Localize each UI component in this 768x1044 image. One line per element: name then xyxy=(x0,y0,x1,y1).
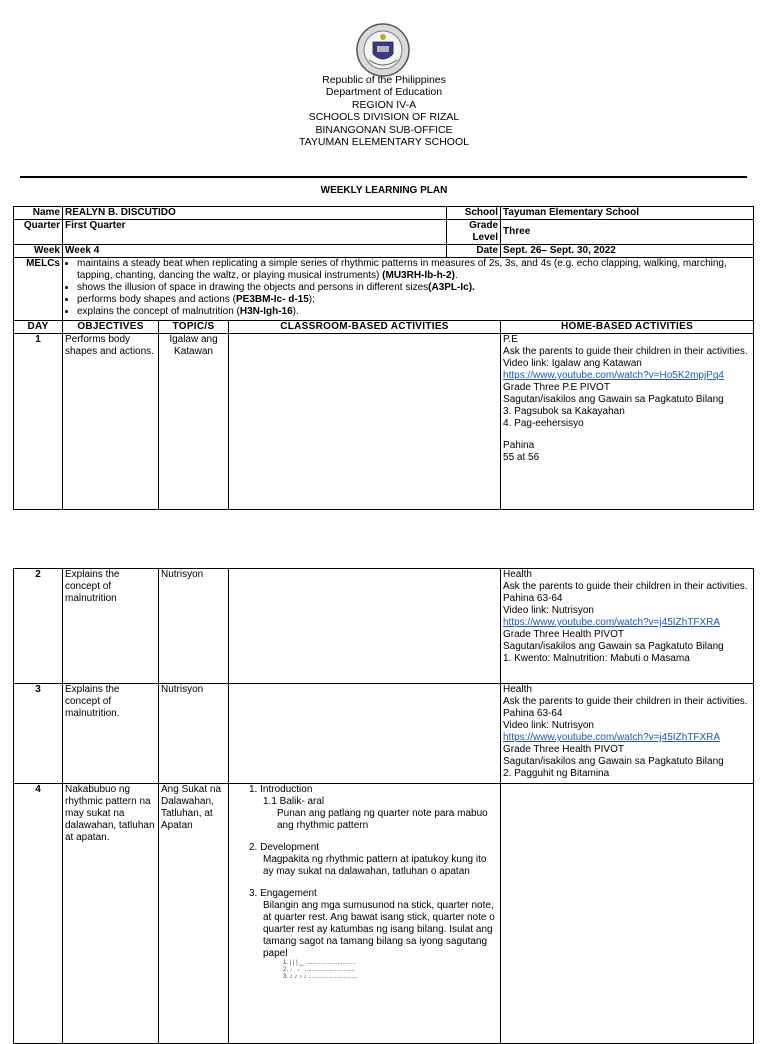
day-number: 2 xyxy=(14,569,63,684)
header-line: BINANGONAN SUB-OFFICE xyxy=(315,123,453,136)
column-header-row xyxy=(14,321,754,334)
col-topics: TOPIC/S xyxy=(159,321,229,334)
melcs-row xyxy=(14,258,754,321)
notation-line: 3. ♪ ♪ ♪ ♪ .............................. xyxy=(283,974,359,980)
day-2-row xyxy=(14,569,754,684)
school-name: Tayuman Elementary School xyxy=(501,207,754,220)
quarter-label: Quarter xyxy=(14,220,63,245)
name-row xyxy=(14,207,754,220)
school-label: School xyxy=(447,207,501,220)
melcs-label: MELCs xyxy=(14,258,63,321)
melc-item: • performs body shapes and actions (PE3BM-Ic- d-15); xyxy=(77,294,751,306)
day-number: 1 xyxy=(14,334,63,510)
objective-text: Explains the concept of malnutrition. xyxy=(63,684,159,784)
objective-text: Performs body shapes and actions. xyxy=(63,334,159,510)
header-line: REGION IV-A xyxy=(351,98,417,111)
objective-text: Explains the concept of malnutrition xyxy=(63,569,159,684)
header-divider xyxy=(20,176,747,178)
home-activities: Health Ask the parents to guide their children in their activities. Pahina 63-64 Video link: Nutrisyon https://www.youtube.com/watch?v=j45IZhTFXRA Grade Three Health PIVOT Sagutan/isakilos ang Gawain sa Pagkatuto Bilang 1. Kwento: Malnutrition: Mabuti o Masama xyxy=(501,569,754,684)
col-day: DAY xyxy=(14,321,63,334)
day-4-row xyxy=(14,784,754,1044)
day-3-row xyxy=(14,684,754,784)
classroom-activities xyxy=(229,334,501,510)
header-line: TAYUMAN ELEMENTARY SCHOOL xyxy=(299,136,469,149)
col-home: HOME-BASED ACTIVITIES xyxy=(501,321,754,334)
header-line: SCHOOLS DIVISION OF RIZAL xyxy=(308,111,460,124)
home-activities: Health Ask the parents to guide their children in their activities. Pahina 63-64 Video link: Nutrisyon https://www.youtube.com/watch?v=j45IZhTFXRA Grade Three Health PIVOT Sagutan/isakilos ang Gawain sa Pagkatuto Bilang 2. Pagguhit ng Bitamina xyxy=(501,684,754,784)
topic-text: Igalaw ang Katawan xyxy=(159,334,229,510)
grade-label: Grade Level xyxy=(447,220,501,245)
home-activities: P.E Ask the parents to guide their children in their activities. Video link: Igalaw ang Katawan https://www.youtube.com/watch?v=Ho5K2mpjPq4 Grade Three P.E PIVOT Sagutan/isakilos ang Gawain sa Pagkatuto Bilang 3. Pagsubok sa Kakayahan 4. Pag-eehersisyo Pahina 55 at 56 xyxy=(501,334,754,510)
name-label: Name xyxy=(14,207,63,220)
video-link[interactable]: https://www.youtube.com/watch?v=j45IZhTFXRA xyxy=(503,732,721,743)
plan-title: WEEKLY LEARNING PLAN xyxy=(320,185,448,196)
col-objectives: OBJECTIVES xyxy=(63,321,159,334)
topic-text: Nutrisyon xyxy=(159,569,229,684)
classroom-activities xyxy=(229,684,501,784)
melcs-list-cell xyxy=(63,258,754,321)
objective-text: Nakabubuo ng rhythmic pattern na may sukat na dalawahan, tatluhan at apatan. xyxy=(63,784,159,1044)
day-number: 4 xyxy=(14,784,63,1044)
plan-table-top xyxy=(13,206,754,510)
day-1-row xyxy=(14,334,754,510)
col-classroom: CLASSROOM-BASED ACTIVITIES xyxy=(229,321,501,334)
day-number: 3 xyxy=(14,684,63,784)
quarter-row xyxy=(14,220,754,245)
letterhead xyxy=(0,74,768,148)
date-value: Sept. 26– Sept. 30, 2022 xyxy=(501,245,754,258)
notation-line: 2. ♩ ♩ .............................. xyxy=(283,967,356,973)
video-link[interactable]: https://www.youtube.com/watch?v=Ho5K2mpjPq4 xyxy=(503,370,724,381)
date-label: Date xyxy=(447,245,501,258)
melc-item: • shows the illusion of space in drawing the objects and persons in different sizes(A3PL-Ic). xyxy=(77,282,751,294)
grade-value: Three xyxy=(501,220,754,245)
plan-table-bottom xyxy=(13,568,754,1044)
week-label: Week xyxy=(14,245,63,258)
home-activities xyxy=(501,784,754,1044)
week-row xyxy=(14,245,754,258)
video-link[interactable]: https://www.youtube.com/watch?v=j45IZhTFXRA xyxy=(503,617,721,628)
deped-seal-icon xyxy=(355,22,411,78)
notation-line: 1. | | | ‿ .............................. xyxy=(283,960,356,966)
classroom-activities xyxy=(229,569,501,684)
header-line: Republic of the Philippines xyxy=(322,74,446,86)
melc-item: • explains the concept of malnutrition (H3N-Igh-16). xyxy=(77,306,751,318)
melcs-list xyxy=(65,258,751,318)
classroom-activities: 1. Introduction 1.1 Balik- aral Punan ang patlang ng quarter note para mabuo ang rhythmic pattern 2. Development Magpakita ng rhythmic pattern at ipatukoy kung ito ay may sukat na dalawahan, tatluhan o apatan 3. Engagement Bilangin ang mga sumusunod na stick, quarter note, at quarter rest. Ang bawat isang stick, quarter note o quarter rest ay katumbas ng isang bilang. Isulat ang tamang sagot na tamang bilang sa iyong sagutang papel 1. | | | ‿ .............................. 2. ♩ ♩ .............................. 3. ♪ ♪ ♪ ♪ .............................. xyxy=(229,784,501,1044)
topic-text: Nutrisyon xyxy=(159,684,229,784)
header-line: Department of Education xyxy=(325,86,443,99)
melc-item: • maintains a steady beat when replicating a simple series of rhythmic patterns in measures of 2s, 3s, and 4s (e.g. echo clapping, walking, marching, tapping, chanting, dancing the waltz, or playing musical instruments) (MU3RH-Ib-h-2). xyxy=(77,258,751,282)
quarter-value: First Quarter xyxy=(63,220,447,245)
teacher-name: REALYN B. DISCUTIDO xyxy=(63,207,447,220)
week-value: Week 4 xyxy=(63,245,447,258)
topic-text: Ang Sukat na Dalawahan, Tatluhan, at Apatan xyxy=(159,784,229,1044)
